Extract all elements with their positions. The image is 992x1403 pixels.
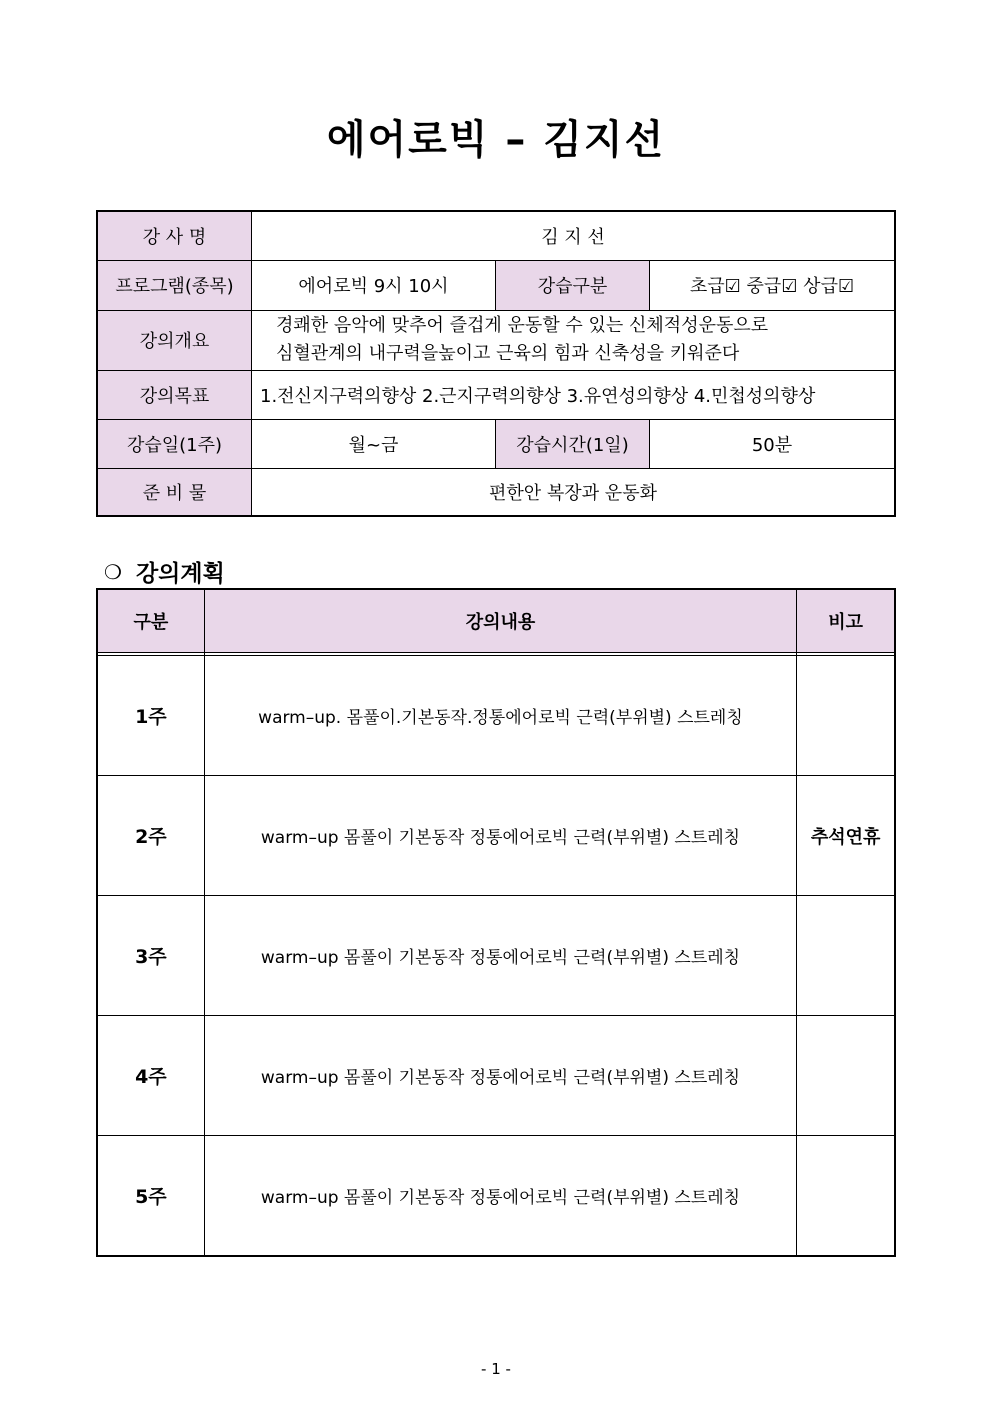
table-row — [97, 1136, 895, 1257]
content-cell: warm–up 몸풀이 기본동작 정통에어로빅 근력(부위별) 스트레칭 — [204, 776, 796, 896]
section-heading — [104, 555, 225, 588]
section-title: 강의계획 — [135, 561, 225, 587]
days-label: 강습일(1주) — [97, 419, 252, 468]
days-value: 월~금 — [252, 419, 496, 468]
overview-line-2: 심혈관계의 내구력을높이고 근육의 힘과 신축성을 키워준다 — [276, 343, 740, 364]
note-cell — [797, 656, 895, 776]
week-cell: 3주 — [97, 896, 204, 1016]
document-title: 에어로빅 – 김지선 — [326, 117, 666, 163]
table-row — [97, 656, 895, 776]
time-value: 50분 — [650, 419, 896, 468]
week-cell: 1주 — [97, 656, 204, 776]
week-cell: 5주 — [97, 1136, 204, 1257]
table-row — [97, 776, 895, 896]
content-cell: warm–up. 몸풀이.기본동작.정통에어로빅 근력(부위별) 스트레칭 — [204, 656, 796, 776]
program-label: 프로그램(종목) — [97, 260, 252, 310]
note-cell — [797, 1136, 895, 1257]
level-label: 강습구분 — [496, 260, 650, 310]
content-cell: warm–up 몸풀이 기본동작 정통에어로빅 근력(부위별) 스트레칭 — [204, 896, 796, 1016]
page-number: - 1 - — [481, 1360, 511, 1378]
overview-label: 강의개요 — [97, 310, 252, 370]
table-row — [97, 896, 895, 1016]
supplies-value: 편한안 복장과 운동화 — [252, 468, 896, 516]
week-cell: 4주 — [97, 1016, 204, 1136]
course-info-table — [96, 210, 896, 517]
instructor-label: 강 사 명 — [97, 211, 252, 260]
note-cell — [797, 1016, 895, 1136]
goal-value: 1.전신지구력의향상 2.근지구력의향상 3.유연성의향상 4.민첩성의향상 — [252, 370, 896, 419]
level-value: 초급☑ 중급☑ 상급☑ — [650, 260, 896, 310]
lecture-plan-table — [96, 588, 896, 1257]
table-row — [97, 1016, 895, 1136]
note-cell — [797, 896, 895, 1016]
overview-value — [252, 310, 896, 370]
plan-header-note: 비고 — [797, 589, 895, 653]
plan-header-content: 강의내용 — [204, 589, 796, 653]
time-label: 강습시간(1일) — [496, 419, 650, 468]
instructor-value: 김 지 선 — [252, 211, 896, 260]
note-cell: 추석연휴 — [797, 776, 895, 896]
supplies-label: 준 비 물 — [97, 468, 252, 516]
week-cell: 2주 — [97, 776, 204, 896]
goal-label: 강의목표 — [97, 370, 252, 419]
content-cell: warm–up 몸풀이 기본동작 정통에어로빅 근력(부위별) 스트레칭 — [204, 1016, 796, 1136]
bullet-circle-icon: ❍ — [104, 559, 122, 584]
program-value: 에어로빅 9시 10시 — [252, 260, 496, 310]
overview-line-1: 경쾌한 음악에 맞추어 즐겁게 운동할 수 있는 신체적성운동으로 — [276, 315, 769, 336]
content-cell: warm–up 몸풀이 기본동작 정통에어로빅 근력(부위별) 스트레칭 — [204, 1136, 796, 1257]
plan-header-week: 구분 — [97, 589, 204, 653]
